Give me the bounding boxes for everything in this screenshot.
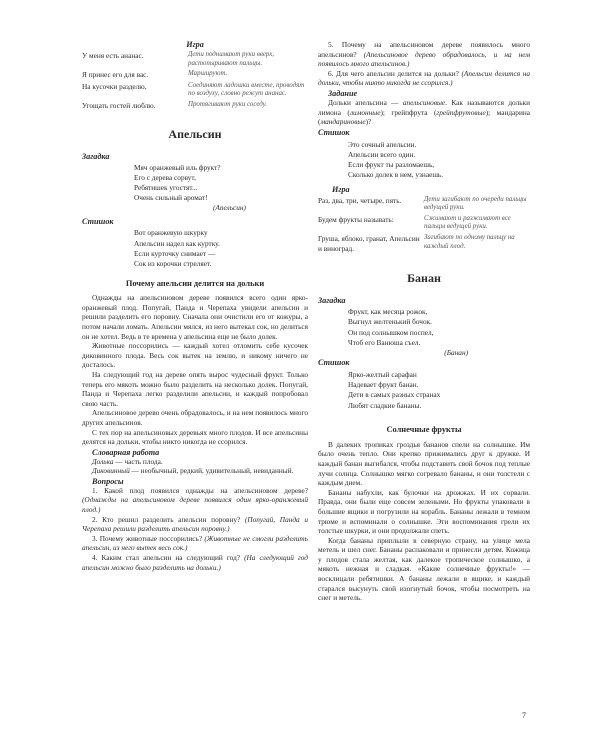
question-text: 2. Кто решил разделить апельсин поровну? bbox=[92, 514, 245, 524]
orange-riddle-heading: Загадка bbox=[82, 151, 110, 161]
game-line: Будем фрукты называть: bbox=[318, 214, 394, 224]
story-paragraph: Однажды на апельсиновом дереве появился всего один ярко-оранжевый плод. Попугай, Панда и Черепаха увидели апельсин и решили разделить его поровну. Сначала они очистили его от кожуры, а потом начали ломать. Апельсин мялся, из него вытекал сок, но делиться он не хотел. Ведь в те времена у апельсина еще не было долек. bbox=[82, 293, 308, 341]
task-segment: . Как называются дольки лимона ( bbox=[318, 97, 531, 117]
orange-riddle-answer: (Апельсин) bbox=[212, 203, 246, 213]
game-row bbox=[318, 234, 530, 253]
vocab-definition: — часть плода. bbox=[113, 456, 163, 466]
riddle-line: Он под солнышком поспел, bbox=[348, 327, 434, 337]
game-action: Сжимают и разжимают все пальцы ведущей руки. bbox=[424, 214, 511, 231]
game-line: На кусочки разделю, bbox=[82, 81, 147, 91]
story-paragraph: Бананы набухли, как булочки на дрожжах. И их сорвали. Правда, они были еще совсем зелеными. Но фрукты упаковали в большие ящики и погрузили на корабль. Бананы лежали в темном трюме и вспоминали о солнышке. Эти воспоминания грели их толстые шкурки, и они продолжали спеть. bbox=[318, 487, 530, 536]
poem-line: Надевает фрукт банан. bbox=[348, 380, 419, 390]
banana-story bbox=[318, 440, 530, 603]
story-paragraph: Животные поссорились — каждый хотел отломить себе кусочек диковинного плода. Весь сок вытек на землю, и никому ничего не досталось. bbox=[82, 341, 308, 370]
poem-line: Ярко-желтый сарафан bbox=[348, 369, 417, 379]
story-paragraph: С тех пор на апельсиновых деревьях много плодов. И все апельсины делятся на дольки, чтобы никто никогда не ссорился. bbox=[82, 427, 308, 447]
poem-line: Это сочный апельсин. bbox=[348, 139, 417, 149]
answer-text: (Попугай, Панда и Черепаха решили разделить апельсин поровну.) bbox=[82, 514, 308, 534]
question-text: 1. Какой плод появился однажды на апельсиновом дереве? bbox=[92, 485, 308, 495]
riddle-line: Очень сильный аромат! bbox=[134, 193, 208, 203]
banana-poem-heading: Стишок bbox=[318, 357, 350, 367]
banana-riddle-heading: Загадка bbox=[318, 296, 346, 306]
poem-line: Если курточку снимает — bbox=[134, 248, 216, 258]
task-segment: грейпфрутовые bbox=[436, 107, 486, 117]
game-line: Я принес его для вас. bbox=[82, 70, 149, 80]
orange-riddle bbox=[82, 163, 246, 204]
task-text bbox=[318, 98, 530, 127]
game-line: Угощать гостей люблю. bbox=[82, 100, 156, 110]
game-line: У меня есть ананас. bbox=[82, 51, 144, 60]
riddle-line: Его с дерева сорвут, bbox=[134, 172, 196, 182]
orange-riddle-answer-wrap bbox=[82, 203, 246, 213]
riddle-line: Фрукт, как месяца рожок, bbox=[348, 307, 428, 317]
game-action: Дети поднимают руки вверх, растопыривают пальцы. bbox=[188, 51, 274, 67]
poem-line: Любят сладкие бананы. bbox=[348, 400, 422, 410]
pineapple-game bbox=[82, 51, 308, 111]
poem-line: Апельсин всего один. bbox=[348, 149, 416, 159]
poem-line: Сок из корочки стреляет. bbox=[134, 258, 212, 268]
orange-story-title: Почему апельсин делится на дольки bbox=[125, 279, 265, 289]
answer-text: (Однажды на апельсиновом дереве появился один ярко-оранжевый плод.) bbox=[82, 495, 308, 515]
left-column bbox=[82, 40, 308, 572]
vocab-definition: — необычный, редкий, удивительный, невиданный. bbox=[129, 466, 294, 476]
answer-text: (На следующий год апельсин можно было разделить на дольки.) bbox=[82, 553, 308, 572]
game-line: Груша, яблоко, гранат, Апельсин и виноград. bbox=[318, 233, 420, 253]
task-segment: лимонные bbox=[349, 107, 381, 117]
game-row bbox=[82, 70, 308, 80]
question-item bbox=[82, 534, 308, 553]
question-item bbox=[82, 553, 308, 572]
orange-poem bbox=[82, 228, 308, 269]
vocab-item bbox=[82, 466, 308, 476]
vocab-term: Долька bbox=[92, 456, 114, 466]
story-paragraph: Апельсиновое дерево очень обрадовалось, и на нем появилось много других апельсинов. bbox=[82, 408, 308, 427]
answer-text: (Апельсин делится на дольки, чтобы никто никогда не ссорился.) bbox=[318, 68, 531, 88]
story-paragraph: Когда бананы приплыли в северную страну, на улице мела метель и шел снег. Бананы распаковали и принесли детям. Кожица у плодов стала желтая, как далекое тропическое солнышко, а мякоть нежная и сладкая. «Какие солнечные фрукты!» — восклицали ребятишки. А бананы лежали в ящике, и каждый старался высунуть свой изогнутый бочок, чтобы посмотреть на снег и метель. bbox=[318, 535, 530, 603]
banana-story-title: Солнечные фрукты bbox=[386, 424, 462, 434]
vocab-item bbox=[82, 457, 308, 467]
question-text: 5. Почему на апельсиновом дереве появилось много апельсинов? bbox=[318, 40, 530, 59]
questions-list-continued bbox=[318, 40, 530, 88]
question-text: 6. Для чего апельсин делится на дольки? bbox=[328, 68, 462, 78]
game-row bbox=[82, 51, 308, 68]
orange-poem2-heading: Стишок bbox=[318, 127, 350, 137]
question-item bbox=[318, 40, 530, 69]
question-text: 4. Каким стал апельсин на следующий год? bbox=[92, 553, 245, 563]
task-segment: мандариновые bbox=[320, 117, 366, 127]
banana-poem bbox=[318, 370, 530, 411]
orange-story bbox=[82, 293, 308, 447]
questions-heading: Вопросы bbox=[92, 476, 124, 486]
poem-line: Если фрукт ты разломаешь, bbox=[348, 160, 435, 170]
task-heading: Задание bbox=[328, 88, 358, 98]
game-row bbox=[82, 101, 308, 111]
question-item bbox=[82, 515, 308, 534]
game-row bbox=[318, 215, 530, 232]
game-row bbox=[82, 82, 308, 99]
riddle-line: Выгнул желтенький бочок. bbox=[348, 317, 432, 327]
task-segment: ); грейпфрута ( bbox=[380, 107, 437, 117]
game-line: Раз, два, три, четыре, пять. bbox=[318, 195, 402, 205]
orange-poem2 bbox=[318, 140, 530, 181]
game-row bbox=[318, 196, 530, 213]
vocab-list bbox=[82, 457, 308, 476]
orange-poem-heading: Стишок bbox=[82, 217, 114, 227]
right-column bbox=[318, 40, 530, 603]
banana-title: Банан bbox=[407, 271, 441, 286]
game-action: Протягивают руки соседу. bbox=[188, 100, 267, 108]
question-text: 3. Почему животные поссорились? bbox=[92, 533, 205, 543]
poem-line: Сколько долек в нем, узнаешь. bbox=[348, 170, 444, 180]
poem-line: Дети в самых разных странах bbox=[348, 390, 441, 400]
game-action: Маршируют. bbox=[188, 70, 228, 78]
poem-line: Апельсин надел как куртку. bbox=[134, 238, 220, 248]
task-segment: )? bbox=[365, 117, 372, 127]
fruit-game bbox=[318, 196, 530, 254]
game-action: Соединяют ладошки вместе, проводят по воздуху, словно режут ананас. bbox=[188, 81, 305, 98]
game-action: Загибают по одному пальцу на каждый плод. bbox=[424, 233, 515, 250]
task-segment: Дольки апельсина — bbox=[328, 97, 403, 107]
vocab-heading: Словарная работа bbox=[92, 447, 160, 457]
game-action: Дети загибают по очереди пальцы ведущей руки. bbox=[424, 195, 527, 212]
riddle-line: Мяч оранжевый иль фрукт? bbox=[134, 162, 221, 172]
question-item bbox=[318, 69, 530, 88]
pineapple-game-heading: Игра bbox=[186, 40, 204, 49]
banana-riddle bbox=[318, 307, 468, 348]
fruit-game-heading: Игра bbox=[332, 184, 350, 194]
banana-riddle-answer-wrap bbox=[318, 348, 468, 358]
task-segment: ); мандарина ( bbox=[318, 107, 530, 127]
story-paragraph: На следующий год на дереве опять вырос чудесный фрукт. Только теперь его мякоть можно было разделить на несколько долек. Попугай, Панда и Черепаха легко разделили апельсин, и каждый попробовал свою часть. bbox=[82, 369, 308, 408]
questions-list bbox=[82, 486, 308, 572]
vocab-term: Диковинный bbox=[92, 466, 130, 476]
answer-text: (Апельсиновое дерево обрадовалось, и на нем появилось много апельсинов.) bbox=[318, 49, 530, 69]
riddle-line: Чтоб его Ванюша съел. bbox=[348, 337, 421, 347]
page-number: 7 bbox=[522, 711, 526, 720]
banana-riddle-answer: (Банан) bbox=[444, 347, 468, 357]
task-segment: апельсиновые bbox=[402, 97, 446, 107]
answer-text: (Животные не смогли разделить апельсин, из него вытек весь сок.) bbox=[82, 533, 308, 553]
orange-title: Апельсин bbox=[168, 126, 222, 141]
question-item bbox=[82, 486, 308, 515]
poem-line: Вот оранжевую шкурку bbox=[134, 228, 208, 238]
story-paragraph: В далеких тропиках гроздья бананов спели на солнышке. Им было очень тепло. Они крепко прижимались друг к дружке. И каждый банан выгибался, чтобы подставить свой бочок под теплые лучи солнца. Солнышко мягко согревало бананы, и они толстели с каждым днем. bbox=[318, 439, 530, 488]
riddle-line: Ребятишек угостят... bbox=[134, 182, 198, 192]
